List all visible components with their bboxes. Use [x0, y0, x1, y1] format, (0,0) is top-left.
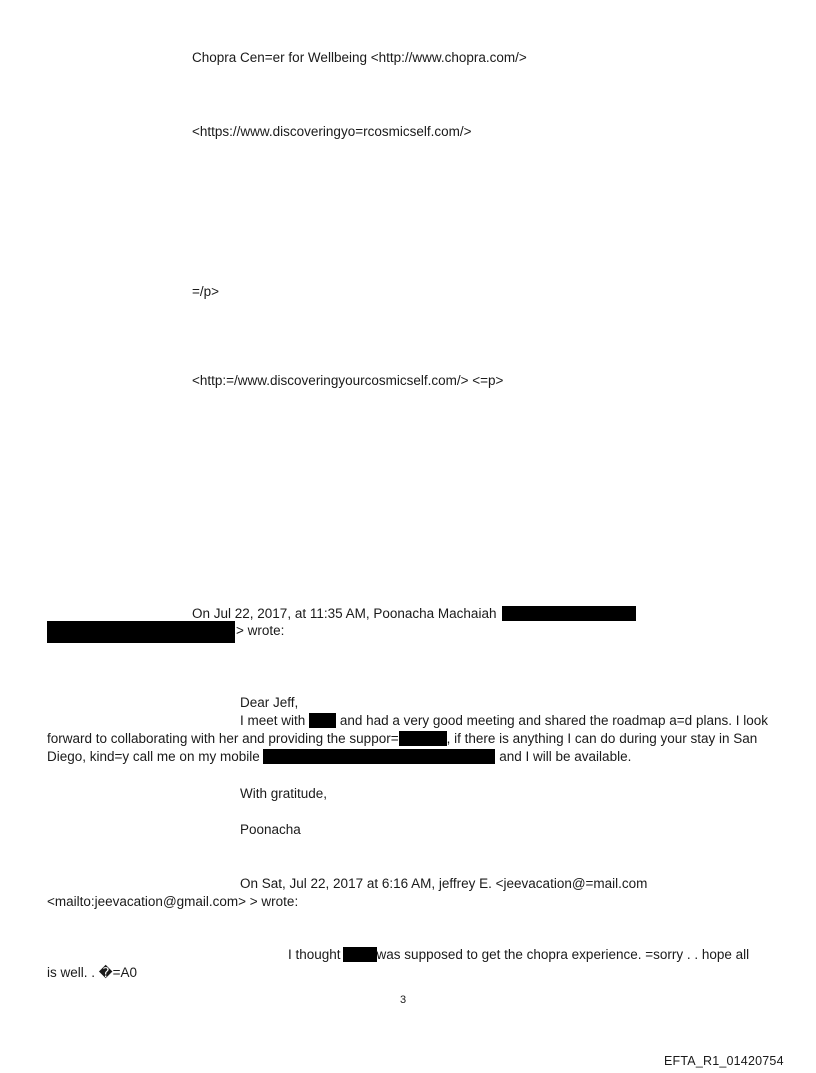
body-text: I meet with	[240, 713, 306, 728]
quote-text: I thought	[288, 947, 341, 962]
redaction-block	[309, 713, 336, 728]
body-text: and I will be available.	[499, 749, 632, 764]
redaction-block	[502, 606, 636, 621]
reply-header-text: On Jul 22, 2017, at 11:35 AM, Poonacha Machaiah	[192, 606, 497, 621]
close-p-line: =/p>	[192, 284, 220, 299]
redaction-block	[263, 749, 495, 764]
signoff-line: With gratitude,	[240, 786, 328, 801]
signature-line: Poonacha	[240, 822, 301, 837]
redaction-block	[47, 621, 235, 643]
body-line-1	[240, 712, 768, 729]
quote-text: was supposed to get the chopra experience. =sorry . . hope all	[376, 947, 750, 962]
reply-header-line-1	[192, 605, 636, 622]
body-line-2	[47, 730, 757, 747]
discovering-url-line-1: <https://www.discoveringyo=rcosmicself.com/>	[192, 124, 472, 139]
body-text: forward to collaborating with her and providing the suppor=	[47, 731, 399, 746]
footer-document-id: EFTA_R1_01420754	[664, 1054, 784, 1068]
redaction-block	[343, 947, 377, 962]
quote-line-2: is well. . �=A0	[47, 965, 137, 980]
quote-header-line-1: On Sat, Jul 22, 2017 at 6:16 AM, jeffrey E. <jeevacation@=mail.com	[240, 876, 648, 891]
chopra-center-line: Chopra Cen=er for Wellbeing <http://www.chopra.com/>	[192, 50, 527, 65]
quote-header-line-2: <mailto:jeevacation@gmail.com> > wrote:	[47, 894, 299, 909]
body-text: and had a very good meeting and shared the roadmap a=d plans. I look	[339, 713, 768, 728]
body-text: Diego, kind=y call me on my mobile	[47, 749, 260, 764]
redaction-block	[399, 731, 447, 746]
reply-header-line-2: > wrote:	[236, 623, 285, 638]
body-line-3	[47, 748, 631, 765]
quote-line-1	[288, 946, 749, 963]
body-text: , if there is anything I can do during your stay in San	[446, 731, 758, 746]
discovering-url-line-2: <http:=/www.discoveringyourcosmicself.com/> <=p>	[192, 373, 504, 388]
page-number: 3	[400, 994, 407, 1006]
greeting-line: Dear Jeff,	[240, 695, 299, 710]
